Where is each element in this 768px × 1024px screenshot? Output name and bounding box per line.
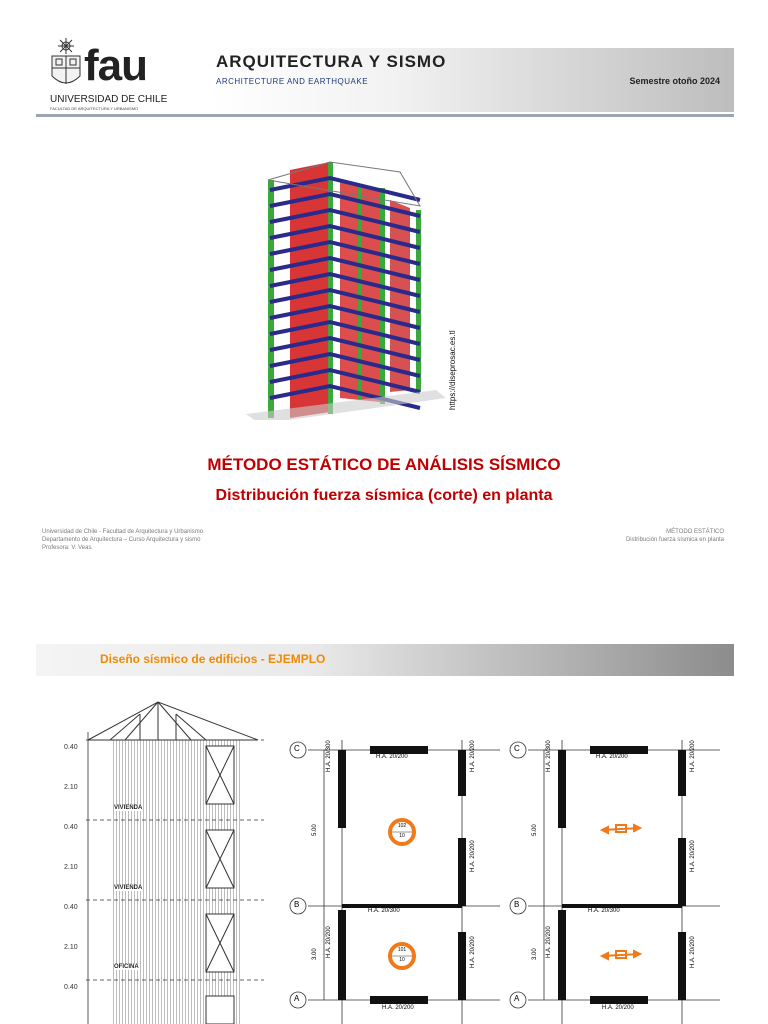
dimension-label: 3.00 [312, 948, 318, 960]
wall-label: H.A. 20/200 [690, 740, 696, 772]
footer-left-line: Departamento de Arquitectura – Curso Arquitectura y sismo [42, 537, 201, 543]
axis-label: A [294, 994, 300, 1003]
wall-label: H.A. 20/300 [368, 908, 400, 914]
wall-label: H.A. 20/300 [588, 908, 620, 914]
building-structure-image [240, 140, 450, 420]
marker-bottom-value: 10 [399, 833, 405, 839]
course-subtitle: ARCHITECTURE AND EARTHQUAKE [216, 77, 369, 86]
height-label: 0.40 [64, 984, 78, 991]
floor-label: VIVIENDA [114, 885, 143, 891]
marker-bottom-value: 10 [399, 957, 405, 963]
footer-right-line: Distribución fuerza sísmica en planta [625, 537, 724, 543]
wall-label: H.A. 20/200 [470, 840, 476, 872]
wall-label: H.A. 20/200 [470, 936, 476, 968]
floor-plan-seismic-forces [506, 732, 728, 1024]
semester-label: Semestre otoño 2024 [629, 76, 720, 86]
wall-label: H.A. 20/200 [382, 1005, 414, 1011]
dimension-label: 5.00 [312, 824, 318, 836]
height-label: 2.10 [64, 944, 78, 951]
slide-subheading: Distribución fuerza sísmica (corte) en planta [215, 487, 553, 504]
wall-label: H.A. 20/300 [546, 740, 552, 772]
logo-wordmark: fau [84, 41, 147, 90]
axis-label: B [294, 900, 300, 909]
wall-label: H.A. 20/200 [596, 754, 628, 760]
footer-left-line: Universidad de Chile - Facultad de Arquitectura y Urbanismo [42, 529, 204, 535]
wall-label: H.A. 20/200 [690, 936, 696, 968]
footer-right-line: MÉTODO ESTÁTICO [666, 529, 724, 535]
floor-plan-stiffness-centers [286, 732, 508, 1024]
slide-heading: MÉTODO ESTÁTICO DE ANÁLISIS SÍSMICO [207, 455, 561, 474]
wall-label: H.A. 20/200 [546, 926, 552, 958]
force-arrow-icon [602, 825, 640, 833]
logo-university-name: UNIVERSIDAD DE CHILE [50, 94, 168, 105]
height-label: 0.40 [64, 824, 78, 831]
footer-left-line: Profesora: V. Veas [42, 545, 92, 551]
wall-label: H.A. 20/200 [326, 926, 332, 958]
floor-label: OFICINA [114, 964, 139, 970]
floor-label: VIVIENDA [114, 805, 143, 811]
dimension-label: 3.00 [532, 948, 538, 960]
height-label: 0.40 [64, 744, 78, 751]
wall-label: H.A. 20/200 [602, 1005, 634, 1011]
building-section-drawing [50, 692, 280, 1024]
footer-right [626, 528, 724, 544]
image-credit: https://diseprosac.es.tl [448, 330, 457, 410]
course-title: ARQUITECTURA Y SISMO [216, 52, 447, 71]
example-slide [0, 620, 768, 1024]
header-rule [36, 114, 734, 117]
slide-title: Diseño sísmico de edificios - EJEMPLO [100, 652, 326, 666]
wall-label: H.A. 20/200 [690, 840, 696, 872]
axis-label: A [514, 994, 520, 1003]
height-label: 0.40 [64, 904, 78, 911]
wall-label: H.A. 20/300 [326, 740, 332, 772]
wall-label: H.A. 20/200 [376, 754, 408, 760]
marker-top-value: 102 [397, 823, 407, 829]
university-crest-icon [46, 38, 86, 94]
axis-label: B [514, 900, 520, 909]
footer-left [42, 528, 203, 552]
marker-top-value: 101 [397, 947, 407, 953]
height-label: 2.10 [64, 784, 78, 791]
force-arrow-icon [602, 951, 640, 959]
height-label: 2.10 [64, 864, 78, 871]
axis-label: C [514, 744, 520, 753]
logo-faculty-name: FACULTAD DE ARQUITECTURA Y URBANISMO [50, 106, 139, 111]
axis-label: C [294, 744, 300, 753]
dimension-label: 5.00 [532, 824, 538, 836]
wall-label: H.A. 20/200 [470, 740, 476, 772]
university-logo [46, 38, 168, 114]
